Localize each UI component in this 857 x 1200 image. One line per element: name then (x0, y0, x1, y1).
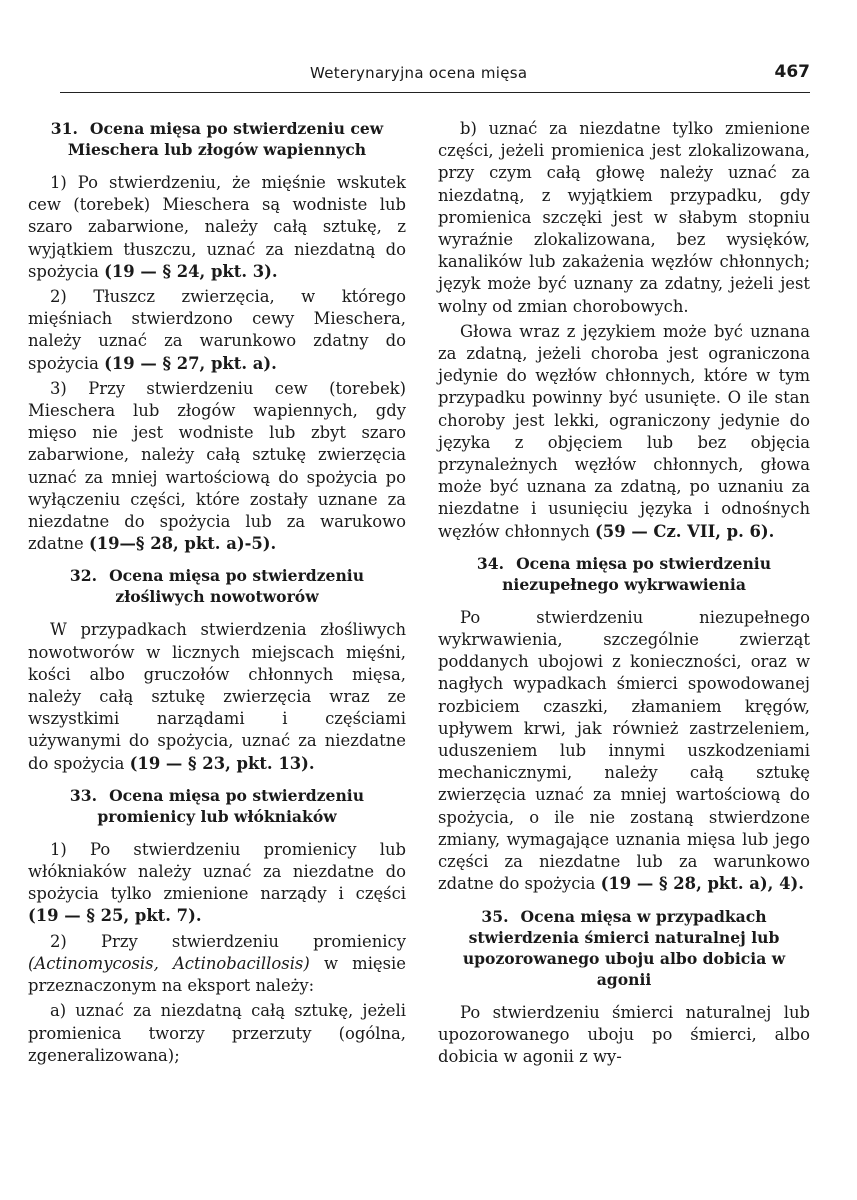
paragraph (28, 286, 406, 375)
section-35-heading (438, 906, 810, 990)
section-number: 31. (50, 119, 78, 138)
section-32-heading (28, 565, 406, 607)
section-title: Ocena mięsa po stwierdzeniu promienicy lub włókniaków (97, 785, 365, 826)
paragraph-text: W przypadkach stwierdzenia złośliwych nowotworów w licznych miejscach mięśni, kości albo gruczołów chłonnych mięsa, należy całą sztukę zwierzęcia wraz ze wszystkimi narządami i częściami używanymi do spożycia, uznać za niezdatne do spożycia (28, 620, 406, 773)
paragraph-text: 2) Przy stwierdzeniu promienicy (50, 931, 406, 951)
paragraph-text: 3) Przy stwierdzeniu cew (torebek) Mieschera lub złogów wapiennych, gdy mięso nie jest wodniste lub zbyt szaro zabarwione, należy całą sztukę zwierzęcia uznać za mniej wartościową do spożycia po wyłączeniu części, które zostały uznane za niezdatne do spożycia lub za warukowo zdatne (28, 378, 406, 554)
paragraph-text: 1) Po stwierdzeniu, że mięśnie wskutek cew (torebek) Mieschera są wodniste lub szaro zabarwione, należy całą sztukę, z wyjątkiem tłuszczu, uznać za niezdatną do spożycia (28, 173, 406, 281)
paragraph-text: a) uznać za niezdatną całą sztukę, jeżeli promienica tworzy przerzuty (ogólna, zgeneralizowana); (28, 1001, 406, 1065)
latin-terms: (Actinomycosis, Actinobacillosis) (28, 953, 310, 973)
section-title: Ocena mięsa po stwierdzeniu niezupełnego wykrwawienia (502, 553, 772, 594)
legal-reference: (19 — § 24, pkt. 3). (104, 261, 278, 281)
paragraph (28, 619, 406, 774)
paragraph-text: 1) Po stwierdzeniu promienicy lub włókniaków należy uznać za niezdatne do spożycia tylko zmienione narządy i części (28, 839, 406, 904)
paragraph (28, 931, 406, 998)
section-title: Ocena mięsa po stwierdzeniu złośliwych nowotworów (109, 566, 365, 607)
paragraph-text: Po stwierdzeniu niezupełnego wykrwawienia, szczególnie zwierząt poddanych ubojowi z konieczności, oraz w nagłych wypadkach śmierci spowodowanej rozbiciem czaszki, złamaniem kręgów, upływem krwi, jak również zastrzeleniem, uduszeniem lub innymi uszkodzeniami mechanicznymi, należy całą sztukę zwierzęcia uznać za mniej wartościową do spożycia, o ile nie zostaną stwierdzone zmiany, wymagające uznania mięsa lub jego części za niezdatne lub za warunkowo zdatne do spożycia (438, 607, 810, 894)
paragraph (28, 839, 406, 928)
running-title: Weterynaryjna ocena mięsa (310, 64, 528, 82)
legal-reference: (59 — Cz. VII, p. 6). (595, 521, 775, 541)
legal-reference: (19 — § 23, pkt. 13). (129, 753, 315, 773)
section-33-heading (28, 785, 406, 827)
legal-reference: (19 — § 28, pkt. a), 4). (600, 874, 804, 894)
section-title: Ocena mięsa po stwierdzeniu cew Mieschera lub złogów wapiennych (67, 119, 384, 159)
page-number: 467 (774, 62, 810, 82)
legal-reference: (19 — § 25, pkt. 7). (28, 906, 202, 926)
paragraph-text: Po stwierdzeniu śmierci naturalnej lub upozorowanego uboju po śmierci, albo dobicia w agonii z wy- (438, 1002, 810, 1066)
paragraph (28, 1000, 406, 1067)
legal-reference: (19—§ 28, pkt. a)-5). (88, 534, 277, 554)
right-column (438, 118, 810, 1071)
page-header (60, 58, 810, 93)
section-31-heading (28, 118, 406, 160)
left-column (28, 118, 406, 1070)
paragraph (438, 607, 810, 896)
paragraph (438, 321, 810, 543)
paragraph-text: w mięsie przeznaczonym na eksport należy: (28, 953, 406, 996)
paragraph (438, 1002, 810, 1069)
section-number: 32. (69, 566, 98, 586)
paragraph (438, 118, 810, 318)
paragraph (28, 378, 406, 556)
legal-reference: (19 — § 27, pkt. a). (104, 353, 277, 373)
section-title: Ocena mięsa w przypadkach stwierdzenia śmierci naturalnej lub upozorowanego uboju albo dobicia w agonii (462, 906, 786, 989)
paragraph-text: 2) Tłuszcz zwierzęcia, w którego mięśniach stwierdzono cewy Mieschera, należy uznać za warunkowo zdatny do spożycia (28, 287, 406, 373)
paragraph-text: Głowa wraz z językiem może być uznana za zdatną, jeżeli choroba jest ograniczona jedynie do węzłów chłonnych, które w tym przypadku powinny być usunięte. O ile stan choroby jest lekki, ograniczony jedynie do języka z objęciem lub bez objęcia przynależnych węzłów chłonnych, głowa może być uznana za zdatną, po uznaniu za niezdatne i usunięciu języka i odnośnych węzłów chłonnych (438, 321, 810, 541)
paragraph (28, 172, 406, 283)
paragraph-text: b) uznać za niezdatne tylko zmienione części, jeżeli promienica jest zlokalizowana, przy czym całą głowę należy uznać za niezdatną, z wyjątkiem przypadku, gdy promienica szczęki jest w słabym stopniu wyraźnie zlokalizowana, bez wysięków, kanalików lub zakażenia węzłów chłonnych; język może być uznany za zdatny, jeżeli jest wolny od zmian chorobowych. (438, 119, 810, 316)
section-number: 35. (481, 906, 509, 926)
section-number: 34. (476, 553, 505, 573)
section-34-heading (438, 553, 810, 595)
section-number: 33. (69, 785, 98, 805)
